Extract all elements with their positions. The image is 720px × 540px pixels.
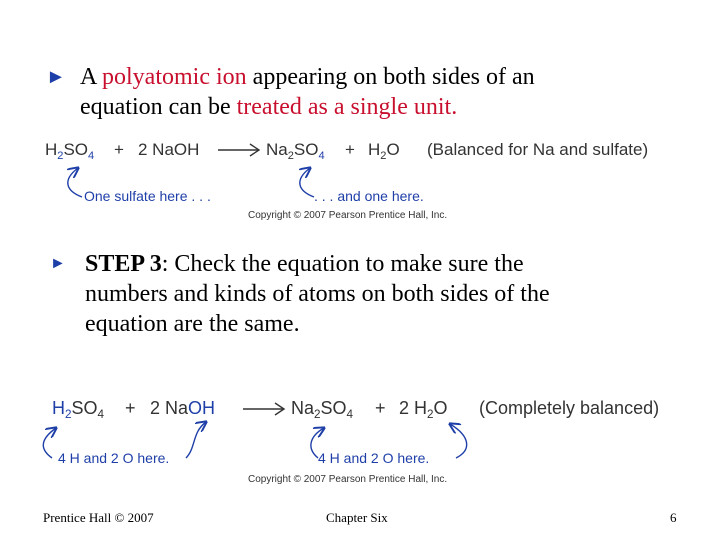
eq2-plus-2: +	[375, 398, 386, 418]
step-colon: :	[161, 251, 169, 277]
eq1-label-right: . . . and one here.	[314, 188, 424, 204]
eq1-reactant1: $H_2SO_4$	[45, 140, 95, 162]
eq2-product2: 2 $H_2O$	[399, 398, 448, 422]
eq1-copyright: Copyright © 2007 Pearson Prentice Hall, Inc.	[248, 210, 448, 221]
step-label: STEP 3	[85, 251, 162, 277]
bullet1-text: A	[80, 64, 103, 90]
eq1-plus-2: +	[345, 140, 355, 159]
step-line1: Check the equation to make sure the	[168, 251, 524, 277]
eq1-plus-1: +	[114, 140, 124, 159]
eq2-callout-arrow-left	[43, 428, 56, 458]
eq2-copyright: Copyright © 2007 Pearson Prentice Hall, Inc.	[248, 474, 448, 485]
footer-publisher: Prentice Hall © 2007	[43, 510, 154, 525]
eq2-callout-arrow-right	[450, 424, 467, 458]
eq2-callout-arrow-center	[186, 422, 206, 458]
bullet1-line2: equation can be	[80, 94, 237, 120]
eq1-note: (Balanced for Na and sulfate)	[427, 140, 649, 159]
eq2-product1: $Na_2SO_4$	[291, 398, 354, 422]
eq2-reactant2: 2 NaOH	[150, 398, 216, 418]
step-line2: numbers and kinds of atoms on both sides of the	[85, 281, 550, 307]
eq2-plus-1: +	[125, 398, 136, 418]
eq2-label-left: 4 H and 2 O here.	[58, 450, 170, 466]
footer-chapter: Chapter Six	[326, 510, 388, 525]
bullet-triangle-icon: ►	[46, 66, 66, 88]
eq2-reactant1: $H_2SO_4$	[52, 398, 105, 422]
bullet1-period: .	[451, 94, 458, 120]
eq1-label-left: One sulfate here . . .	[84, 188, 211, 204]
eq1-product2: $H_2O$	[368, 140, 400, 162]
highlight-single-unit: treated as a single unit	[236, 94, 452, 120]
bullet1-text-cont: appearing on both sides of an	[246, 64, 535, 90]
eq1-callout-arrow-left	[68, 168, 82, 197]
eq1-callout-arrow-right	[300, 168, 314, 197]
highlight-polyatomic-ion: polyatomic ion	[102, 64, 247, 90]
eq2-note: (Completely balanced)	[479, 398, 660, 418]
eq2-reaction-arrow	[243, 403, 284, 415]
step-line3: equation are the same.	[85, 311, 300, 337]
eq1-reactant2: 2 NaOH	[138, 140, 200, 159]
bullet-triangle-icon-2: ►	[50, 255, 66, 272]
footer-page-number: 6	[670, 510, 677, 525]
eq2-callout-arrow-mid	[311, 428, 324, 458]
eq1-product1: $Na_2SO_4$	[266, 140, 325, 162]
eq1-reaction-arrow	[218, 144, 259, 156]
eq2-label-right: 4 H and 2 O here.	[318, 450, 430, 466]
